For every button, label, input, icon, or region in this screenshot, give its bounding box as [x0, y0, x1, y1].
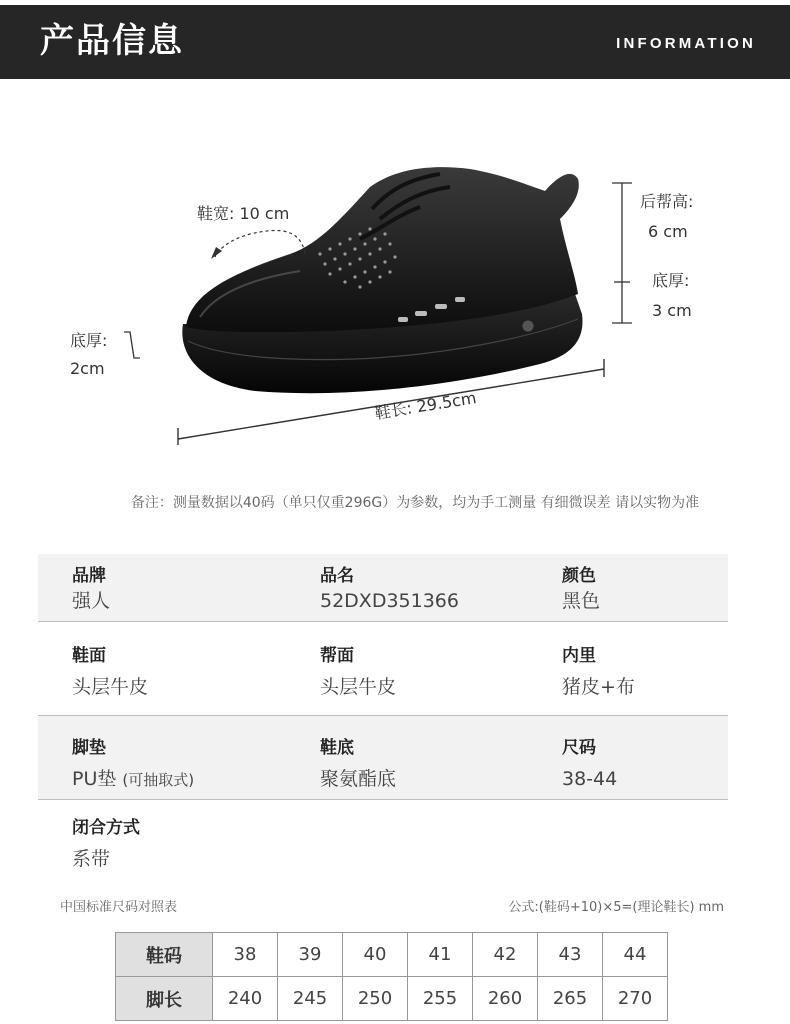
spec-value-main: PU垫	[72, 768, 117, 790]
heel-sole-value: 3 cm	[652, 301, 692, 320]
heel-height-label: 后帮高:	[640, 192, 694, 211]
spec-value: 头层牛皮	[72, 676, 149, 698]
spec-label: 颜色	[562, 566, 596, 586]
heel-sole-label: 底厚:	[652, 271, 690, 290]
spec-label: 鞋面	[72, 646, 106, 666]
width-arrow	[215, 230, 305, 257]
product-diagram	[0, 79, 790, 479]
spec-cell-model	[320, 564, 459, 614]
spec-row	[38, 622, 728, 716]
shoe-length-label: 鞋长: 29.5cm	[373, 388, 478, 423]
size-cell: 43	[538, 933, 603, 977]
spec-cell-insole	[72, 736, 194, 793]
size-cell: 41	[408, 933, 473, 977]
size-cell: 38	[213, 933, 278, 977]
length-cell: 245	[278, 977, 343, 1021]
front-sole-value: 2cm	[70, 359, 105, 378]
spec-value: 强人	[72, 590, 111, 612]
header-bar	[0, 5, 790, 79]
size-chart-caption: 中国标准尺码对照表	[60, 900, 178, 915]
spec-value: 聚氨酯底	[320, 768, 397, 790]
spec-label: 品名	[320, 566, 354, 586]
length-cell: 255	[408, 977, 473, 1021]
spec-cell-size	[562, 736, 617, 792]
spec-label: 闭合方式	[72, 818, 140, 838]
page-subtitle: INFORMATION	[616, 35, 756, 52]
size-cell: 42	[473, 933, 538, 977]
spec-value: 猪皮+布	[562, 676, 635, 698]
measurement-note: 备注：测量数据以40码（单只仅重296G）为参数，均为手工测量 有细微误差 请以实物为准	[130, 495, 700, 511]
spec-value: 52DXD351366	[320, 590, 459, 612]
length-cell: 240	[213, 977, 278, 1021]
spec-label: 脚垫	[72, 738, 106, 758]
spec-cell-upper	[320, 644, 396, 700]
spec-value: 头层牛皮	[320, 676, 397, 698]
spec-label: 品牌	[72, 566, 106, 586]
heel-height-value: 6 cm	[648, 222, 688, 241]
spec-row	[38, 554, 728, 622]
spec-row	[38, 800, 728, 886]
spec-label: 尺码	[562, 738, 596, 758]
front-sole-label: 底厚:	[70, 331, 108, 350]
length-cell: 265	[538, 977, 603, 1021]
spec-table	[38, 554, 728, 886]
spec-label: 鞋底	[320, 738, 354, 758]
length-row	[116, 977, 668, 1021]
shoe-upper	[186, 167, 579, 332]
spec-cell-outsole	[320, 736, 396, 792]
page-title: 产品信息	[40, 21, 184, 61]
spec-label: 内里	[562, 646, 596, 666]
size-row-label: 鞋码	[116, 933, 213, 977]
size-cell: 44	[603, 933, 668, 977]
spec-cell-closure	[72, 816, 140, 872]
heel-button	[522, 320, 534, 332]
spec-cell-color	[562, 564, 600, 614]
spec-cell-brand	[72, 564, 110, 614]
size-chart-formula: 公式:(鞋码+10)×5=(理论鞋长) mm	[508, 900, 724, 915]
spec-value: 系带	[72, 848, 111, 870]
spec-cell-lining	[562, 644, 635, 700]
size-chart-table	[115, 932, 668, 1021]
front-sole-marker	[124, 332, 140, 358]
spec-cell-vamp	[72, 644, 148, 700]
size-cell: 40	[343, 933, 408, 977]
length-row-label: 脚长	[116, 977, 213, 1021]
size-cell: 39	[278, 933, 343, 977]
spec-value	[72, 766, 194, 793]
shoe-width-label: 鞋宽: 10 cm	[197, 204, 290, 223]
length-cell: 270	[603, 977, 668, 1021]
spec-row	[38, 716, 728, 800]
spec-value: 38-44	[562, 768, 618, 790]
spec-label: 帮面	[320, 646, 354, 666]
size-row	[116, 933, 668, 977]
spec-value: 黑色	[562, 590, 601, 612]
length-cell: 250	[343, 977, 408, 1021]
length-cell: 260	[473, 977, 538, 1021]
spec-value-note: (可抽取式)	[122, 771, 195, 789]
